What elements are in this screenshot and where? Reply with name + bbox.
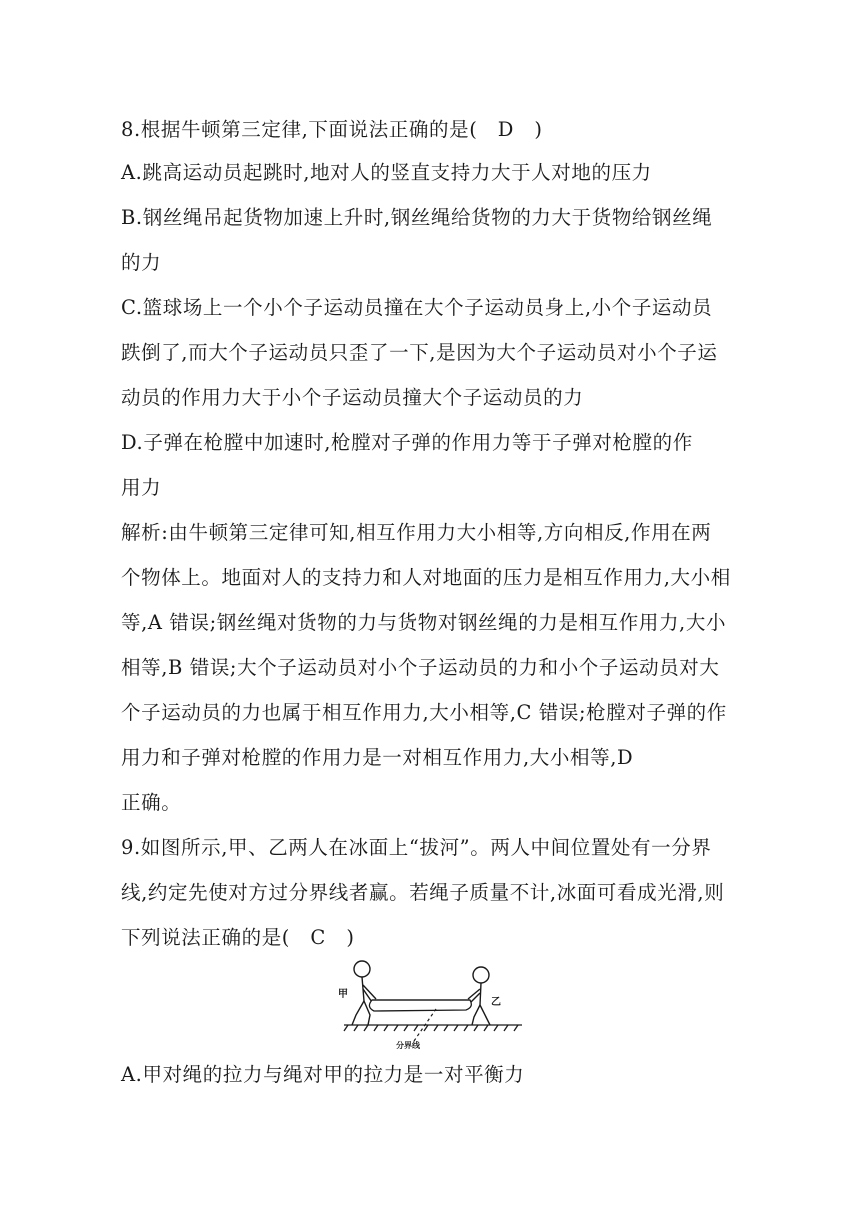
question-9-stem-line-3: 下列说法正确的是( C ) <box>121 926 355 949</box>
question-8-analysis-line-5: 个子运动员的力也属于相互作用力,大小相等,C 错误;枪膛对子弹的作 <box>121 701 727 724</box>
question-8-option-c-line-1: C.篮球场上一个小个子运动员撞在大个子运动员身上,小个子运动员 <box>121 296 713 319</box>
question-8-analysis-line-1: 解析:由牛顿第三定律可知,相互作用力大小相等,方向相反,作用在两 <box>121 521 712 544</box>
question-8-analysis-line-4: 相等,B 错误;大个子运动员对小个子运动员的力和小个子运动员对大 <box>121 656 720 679</box>
person-yi <box>468 967 490 1025</box>
question-8-analysis-line-3: 等,A 错误;钢丝绳对货物的力与货物对钢丝绳的力是相互作用力,大小 <box>121 611 727 634</box>
tug-of-war-figure <box>336 957 526 1049</box>
label-jia: 甲 <box>338 989 348 1000</box>
label-boundary: 分界线 <box>396 1041 420 1049</box>
question-8-option-b-line-2: 的力 <box>121 251 162 274</box>
question-8-analysis-line-7: 正确。 <box>121 791 182 814</box>
question-8-option-d-line-1: D.子弹在枪膛中加速时,枪膛对子弹的作用力等于子弹对枪膛的作 <box>121 431 693 454</box>
label-yi: 乙 <box>491 997 501 1008</box>
question-9-stem-line-2: 线,约定先使对方过分界线者赢。若绳子质量不计,冰面可看成光滑,则 <box>121 881 725 904</box>
question-8-option-c-line-3: 动员的作用力大于小个子运动员撞大个子运动员的力 <box>121 386 584 409</box>
ice-surface <box>344 1025 522 1031</box>
question-9-option-a: A.甲对绳的拉力与绳对甲的拉力是一对平衡力 <box>121 1063 525 1086</box>
question-8-analysis-line-2: 个物体上。地面对人的支持力和人对地面的压力是相互作用力,大小相 <box>121 566 731 589</box>
question-8-option-b-line-1: B.钢丝绳吊起货物加速上升时,钢丝绳给货物的力大于货物给钢丝绳 <box>121 206 713 229</box>
question-8-option-d-line-2: 用力 <box>121 476 162 499</box>
question-8-stem: 8.根据牛顿第三定律,下面说法正确的是( D ) <box>121 118 543 141</box>
question-8-option-a: A.跳高运动员起跳时,地对人的竖直支持力大于人对地的压力 <box>121 161 652 184</box>
question-8-analysis-line-6: 用力和子弹对枪膛的作用力是一对相互作用力,大小相等,D <box>121 746 634 769</box>
question-9-stem-line-1: 9.如图所示,甲、乙两人在冰面上“拔河”。两人中间位置处有一分界 <box>121 836 712 859</box>
rope <box>369 1000 471 1011</box>
question-8-option-c-line-2: 跌倒了,而大个子运动员只歪了一下,是因为大个子运动员对小个子运 <box>121 341 718 364</box>
person-jia <box>352 961 376 1025</box>
